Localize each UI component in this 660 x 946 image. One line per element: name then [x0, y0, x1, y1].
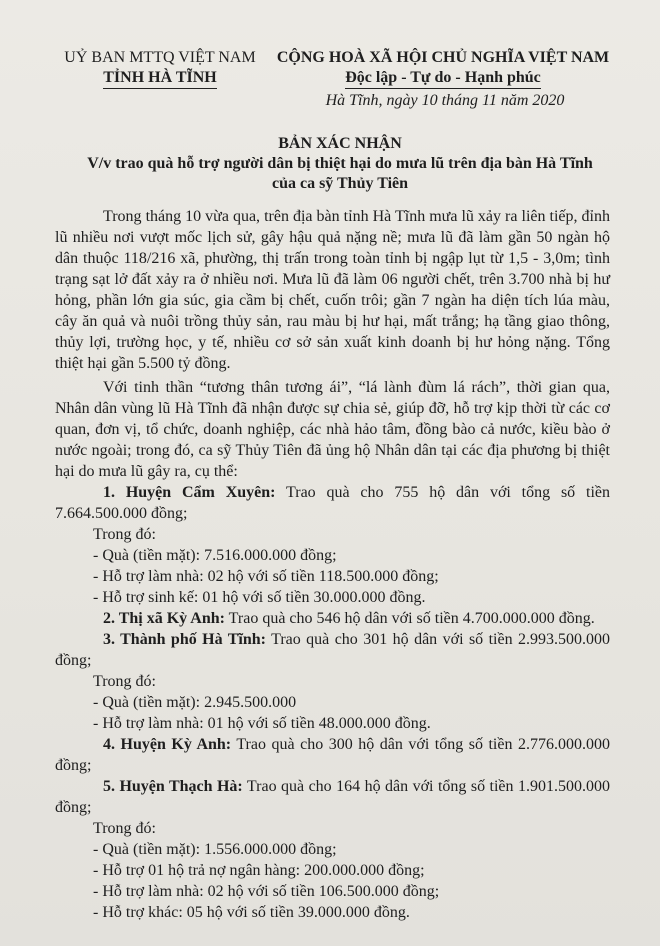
- item-text: Trao quà cho 546 hộ dân với số tiền 4.700.000.000 đồng.: [224, 610, 595, 627]
- details-heading: Trong đó:: [93, 526, 156, 543]
- subtitle-line-2: của ca sỹ Thủy Tiên: [271, 175, 409, 192]
- list-item: [55, 629, 610, 671]
- item-label: 5. Huyện Thạch Hà:: [103, 778, 243, 795]
- list-item: [55, 608, 610, 629]
- detail-line: - Hỗ trợ làm nhà: 01 hộ với số tiền 48.000.000 đồng.: [93, 715, 431, 732]
- place-date: Hà Tĩnh, ngày 10 tháng 11 năm 2020: [325, 92, 565, 109]
- organization-name: UỶ BAN MTTQ VIỆT NAM: [64, 49, 256, 66]
- detail-line: - Hỗ trợ sinh kế: 01 hộ với số tiền 30.000.000 đồng.: [93, 589, 426, 606]
- issuing-authority: [60, 48, 260, 89]
- document-body: [55, 206, 610, 923]
- item-text: Trao quà cho 301 hộ dân với số tiền 2.993.500.000 đồng;: [55, 631, 611, 669]
- nation-name: CỘNG HOÀ XÃ HỘI CHỦ NGHĨA VIỆT NAM: [276, 49, 610, 66]
- detail-line: - Quà (tiền mặt): 1.556.000.000 đồng;: [93, 841, 337, 858]
- item-text: Trao quà cho 164 hộ dân với tổng số tiền 1.901.500.000 đồng;: [55, 778, 610, 816]
- paragraph-support: Với tinh thần “tương thân tương ái”, “lá lành đùm lá rách”, thời gian qua, Nhân dân vùng lũ Hà Tĩnh đã nhận được sự chia sẻ, giúp đỡ, hỗ trợ kịp thời từ các cơ quan, đơn vị, tổ chức, doanh nghiệp, các nhà hảo tâm, đồng bào cả nước, kiều bào ở nước ngoài; trong đó, ca sỹ Thủy Tiên đã ủng hộ Nhân dân tại các địa phương bị thiệt hại do mưa lũ gây ra, cụ thể:: [55, 379, 610, 480]
- list-item: [55, 776, 610, 818]
- document-subtitle: [60, 154, 620, 194]
- item-label: 3. Thành phố Hà Tĩnh:: [103, 631, 266, 648]
- subtitle-line-1: V/v trao quà hỗ trợ người dân bị thiệt hại do mưa lũ trên địa bàn Hà Tĩnh: [87, 155, 593, 172]
- detail-line: - Quà (tiền mặt): 2.945.500.000: [93, 694, 297, 711]
- detail-line: - Hỗ trợ làm nhà: 02 hộ với số tiền 118.500.000 đồng;: [93, 568, 439, 585]
- detail-line: - Hỗ trợ 01 hộ trả nợ ngân hàng: 200.000.000 đồng;: [93, 862, 425, 879]
- national-motto: Độc lập - Tự do - Hạnh phúc: [345, 68, 541, 89]
- item-label: 4. Huyện Kỳ Anh:: [103, 736, 232, 753]
- item-text: Trao quà cho 755 hộ dân với tổng số tiền 7.664.500.000 đồng;: [55, 484, 610, 522]
- document-title: BẢN XÁC NHẬN: [278, 135, 402, 152]
- detail-line: - Hỗ trợ khác: 05 hộ với số tiền 39.000.000 đồng.: [93, 904, 410, 921]
- list-item: [55, 734, 610, 776]
- detail-line: - Quà (tiền mặt): 7.516.000.000 đồng;: [93, 547, 337, 564]
- details-heading: Trong đó:: [93, 673, 156, 690]
- item-label: 1. Huyện Cẩm Xuyên:: [103, 484, 276, 501]
- unit-name: TỈNH HÀ TĨNH: [103, 68, 217, 89]
- list-item: [55, 482, 610, 524]
- item-label: 2. Thị xã Kỳ Anh:: [103, 610, 225, 627]
- detail-line: - Hỗ trợ làm nhà: 02 hộ với số tiền 106.500.000 đồng;: [93, 883, 440, 900]
- paragraph-damage: Trong tháng 10 vừa qua, trên địa bàn tỉnh Hà Tĩnh mưa lũ xảy ra liên tiếp, đỉnh lũ nhiều nơi vượt mốc lịch sử, gây hậu quả nặng nề; mưa lũ đã làm gần 50 ngàn hộ dân thuộc 118/216 xã, phường, thị trấn trong toàn tỉnh bị ngập lụt từ 1,5 - 3,0m; tình trạng sạt lở đất xảy ra ở nhiều nơi. Mưa lũ đã làm 06 người chết, trên 3.700 nhà bị hư hỏng, phần lớn gia súc, gia cầm bị chết, cuốn trôi; gần 7 ngàn ha diện tích lúa màu, cây ăn quả và nuôi trồng thủy sản, rau màu bị hư hại, mất trắng; hạ tầng giao thông, thủy lợi, trường học, y tế, nhiều cơ sở sản xuất kinh doanh bị hư hỏng nặng. Tổng thiệt hại gần 5.500 tỷ đồng.: [55, 208, 610, 372]
- national-header: [268, 48, 618, 89]
- details-heading: Trong đó:: [93, 820, 156, 837]
- item-text: Trao quà cho 300 hộ dân với tổng số tiền 2.776.000.000 đồng;: [55, 736, 610, 774]
